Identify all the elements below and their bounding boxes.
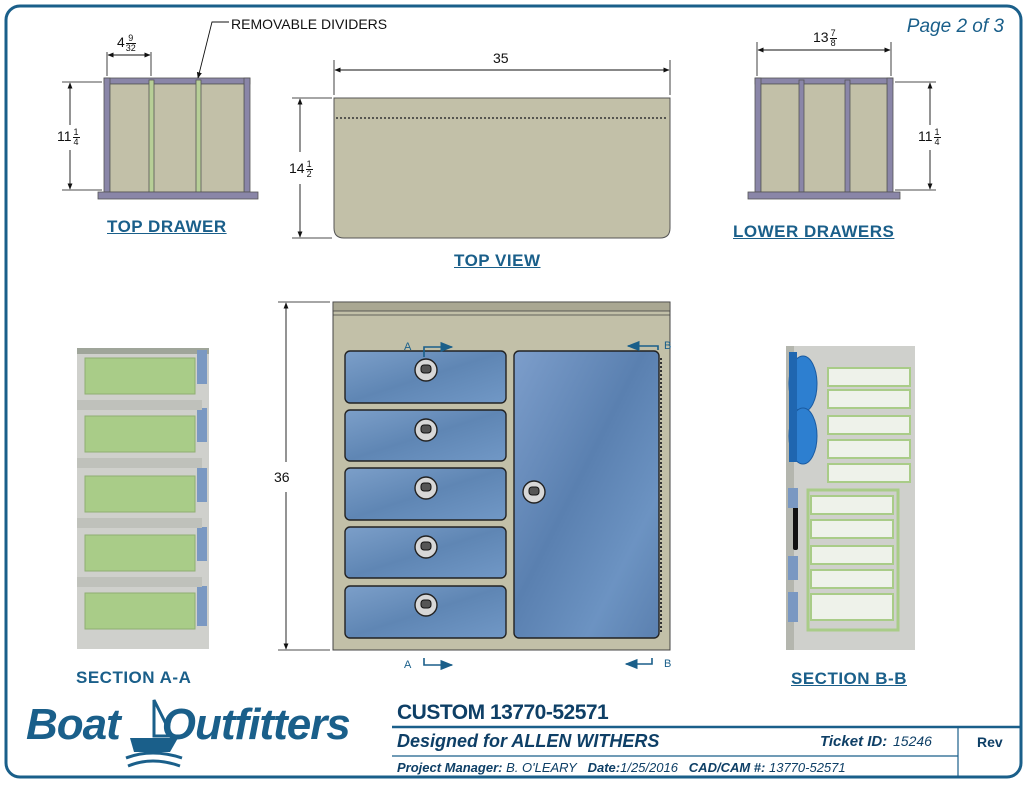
dim-whole: 11 — [918, 128, 933, 145]
pm-value: B. O'LEARY — [506, 760, 577, 775]
dim-fraction — [830, 29, 837, 48]
dim-den: 4 — [934, 137, 940, 147]
lower-drawers-view — [748, 42, 936, 199]
project-meta — [397, 760, 846, 775]
section-marker-b-top: B — [664, 340, 672, 352]
ticket-label: Ticket ID: — [820, 733, 888, 750]
top-drawer-title: TOP DRAWER — [107, 217, 227, 236]
section-aa-view — [77, 348, 209, 649]
dim-fraction — [306, 160, 313, 179]
dim-whole: 14 — [289, 160, 305, 177]
top-drawer-height-dim — [57, 128, 80, 147]
date-label: Date: — [587, 760, 621, 775]
front-height-dim: 36 — [274, 469, 290, 485]
cadcam-label: CAD/CAM #: — [688, 760, 766, 775]
pm-label: Project Manager: — [397, 760, 503, 775]
dim-num: 1 — [934, 127, 940, 137]
dim-den: 32 — [125, 43, 136, 53]
dim-den: 4 — [73, 137, 79, 147]
dim-whole: 11 — [57, 128, 72, 145]
custom-number: CUSTOM 13770-52571 — [397, 701, 609, 724]
section-marker-b-bottom: B — [664, 658, 672, 670]
page-label: Page 2 of 3 — [906, 16, 1004, 37]
top-view-title: TOP VIEW — [454, 251, 541, 270]
lower-drawers-width-dim — [813, 29, 837, 48]
dim-num: 9 — [126, 34, 136, 44]
dim-fraction — [126, 34, 136, 53]
cadcam-value: 13770-52571 — [768, 760, 846, 775]
top-view — [292, 60, 670, 238]
section-aa-title: SECTION A-A — [76, 668, 192, 687]
section-bb-view — [786, 346, 915, 650]
front-view — [278, 302, 670, 665]
dim-den: 8 — [830, 38, 836, 48]
top-drawer-width-dim — [117, 34, 136, 53]
boat-outfitters-logo — [26, 700, 350, 750]
ticket-value: 15246 — [893, 733, 932, 749]
lower-drawers-height-dim — [918, 128, 941, 147]
dim-num: 1 — [306, 159, 312, 169]
top-drawer-view — [62, 22, 258, 199]
dim-num: 1 — [73, 127, 79, 137]
top-view-width-dim: 35 — [493, 50, 509, 66]
dim-num: 7 — [830, 28, 836, 38]
designed-for: Designed for ALLEN WITHERS — [397, 731, 660, 751]
logo-text-right: Outfitters — [161, 700, 350, 749]
section-marker-a-bottom: A — [404, 659, 412, 671]
dim-whole: 4 — [117, 34, 125, 51]
dim-fraction — [934, 128, 941, 147]
section-marker-a-top: A — [404, 341, 412, 353]
section-bb-title: SECTION B-B — [791, 669, 907, 688]
dim-whole: 13 — [813, 29, 829, 46]
logo-text-left: Boat — [26, 700, 120, 749]
lower-drawers-title: LOWER DRAWERS — [733, 222, 895, 241]
top-view-depth-dim — [289, 160, 313, 179]
dim-fraction — [73, 128, 80, 147]
date-value: 1/25/2016 — [620, 760, 678, 775]
rev-label: Rev — [977, 734, 1003, 750]
removable-dividers-callout: REMOVABLE DIVIDERS — [231, 16, 388, 32]
dim-den: 2 — [306, 169, 312, 179]
